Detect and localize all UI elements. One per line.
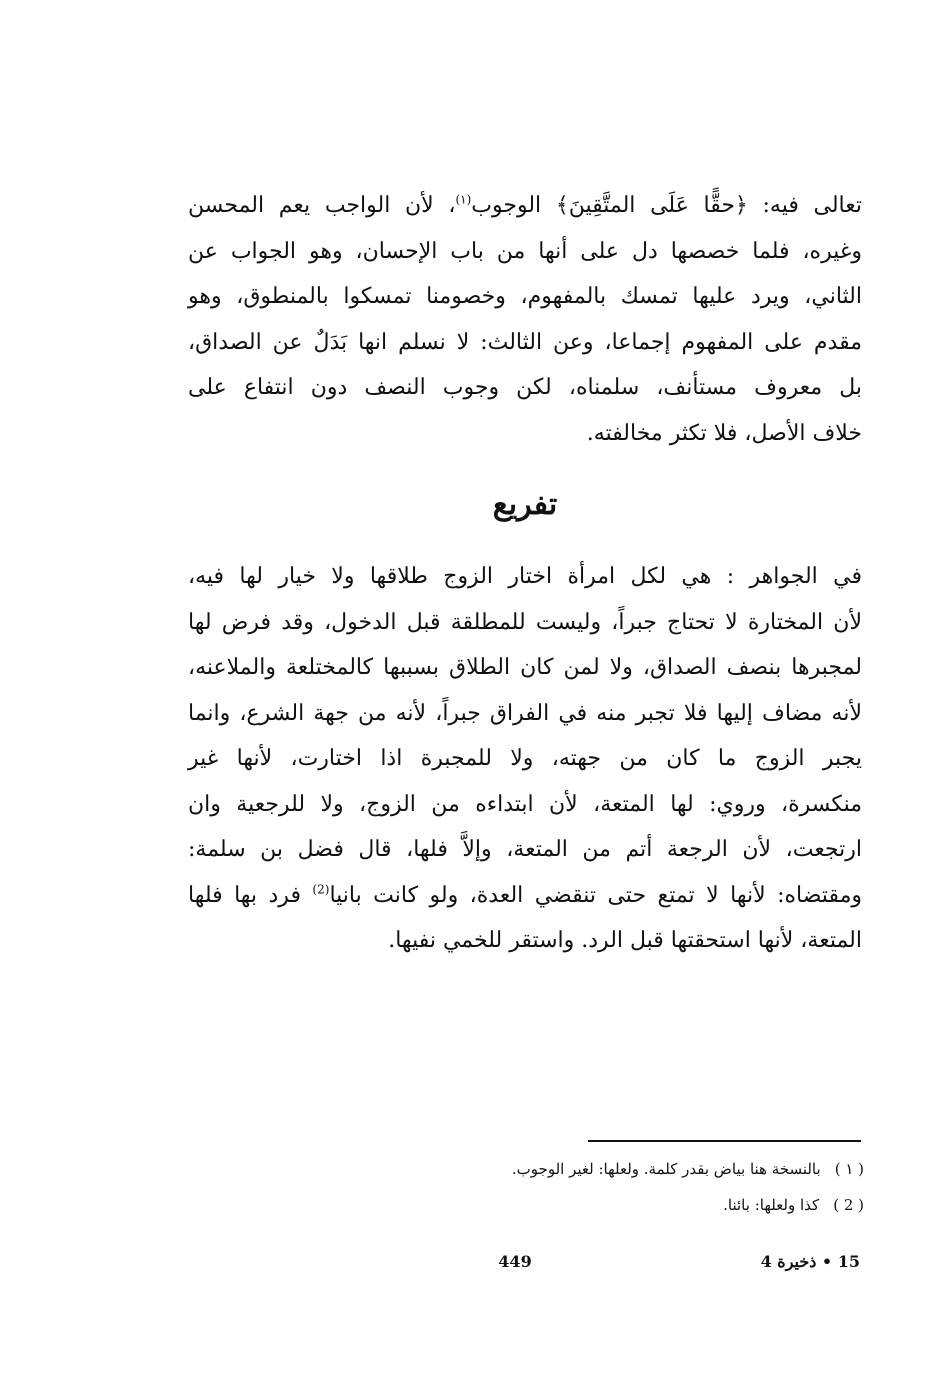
paragraph-2-line-9: المتعة، لأنها استحقتها قبل الرد. واستقر للخمي نفيها. [388,928,862,953]
footnote-ref-2[interactable]: (2) [312,882,330,897]
footnote-2-text: كذا ولعلها: بائنا. [723,1196,820,1214]
paragraph-2-line-7: ارتجعت، لأن الرجعة أتم من المتعة، وإلاَّ فلها، قال فضل بن سلمة: [188,837,862,862]
paragraph-1-line-2: وغيره، فلما خصصها دل على أنها من باب الإحسان، وهو الجواب عن [188,238,862,264]
footnote-2 [300,1196,864,1214]
page-number: 449 [498,1252,532,1271]
paragraph-2-line-4: لأنه مضاف إليها فلا تجبر منه في الفراق جبراً، لأنه من جهة الشرع، وانما [188,700,862,726]
footnote-divider [588,1140,861,1142]
footnote-1-number: ( ١ ) [834,1160,864,1178]
paragraph-1-line-4: مقدم على المفهوم إجماعا، وعن الثالث: لا نسلم انها بَدَلٌ عن الصداق، [188,329,862,355]
signature-mark: 15 • ذخيرة 4 [760,1252,860,1271]
section-heading: تفريع [492,487,558,522]
footnote-ref-1[interactable]: (١) [455,192,472,207]
paragraph-2-line-2: لأن المختارة لا تحتاج جبراً، وليست للمطلقة قبل الدخول، وقد فرض لها [188,609,862,635]
paragraph-1-line-3: الثاني، ويرد عليها تمسك بالمفهوم، وخصومنا تمسكوا بالمنطوق، وهو [188,284,862,309]
paragraph-2 [188,554,862,964]
paragraph-1-line-6: خلاف الأصل، فلا تكثر مخالفته. [586,420,862,446]
footnote-1 [300,1160,864,1178]
paragraph-1-line-1: تعالى فيه: ﴿حقًّا عَلَى المتَّقِينَ﴾ الوجوب$^{(١)}$، لأن الواجب يعم المحسن [188,192,862,218]
paragraph-2-line-3: لمجبرها بنصف الصداق، ولا لمن كان الطلاق بسببها كالمختلعة والملاعنه، [188,655,862,680]
paragraph-1 [188,183,862,456]
paragraph-2-line-5: يجبر الزوج ما كان من جهته، ولا للمجبرة اذا اختارت، لأنها غير [188,746,862,771]
footnote-1-text: بالنسخة هنا بياض بقدر كلمة. ولعلها: لغير الوجوب. [511,1160,821,1178]
paragraph-2-line-6: منكسرة، وروي: لها المتعة، لأن ابتداءه من الزوج، ولا للرجعية وان [188,791,862,817]
paragraph-2-line-8: ومقتضاه: لأنها لا تمتع حتى تنقضي العدة، ولو كانت بانيا$^{(2)}$ فرد بها فلها [188,882,862,908]
paragraph-1-line-5: بل معروف مستأنف، سلمناه، لكن وجوب النصف دون انتفاع على [188,375,862,400]
footnote-2-number: ( 2 ) [833,1196,864,1214]
paragraph-2-line-1: في الجواهر : هي لكل امرأة اختار الزوج طلاقها ولا خيار لها فيه، [188,564,862,589]
